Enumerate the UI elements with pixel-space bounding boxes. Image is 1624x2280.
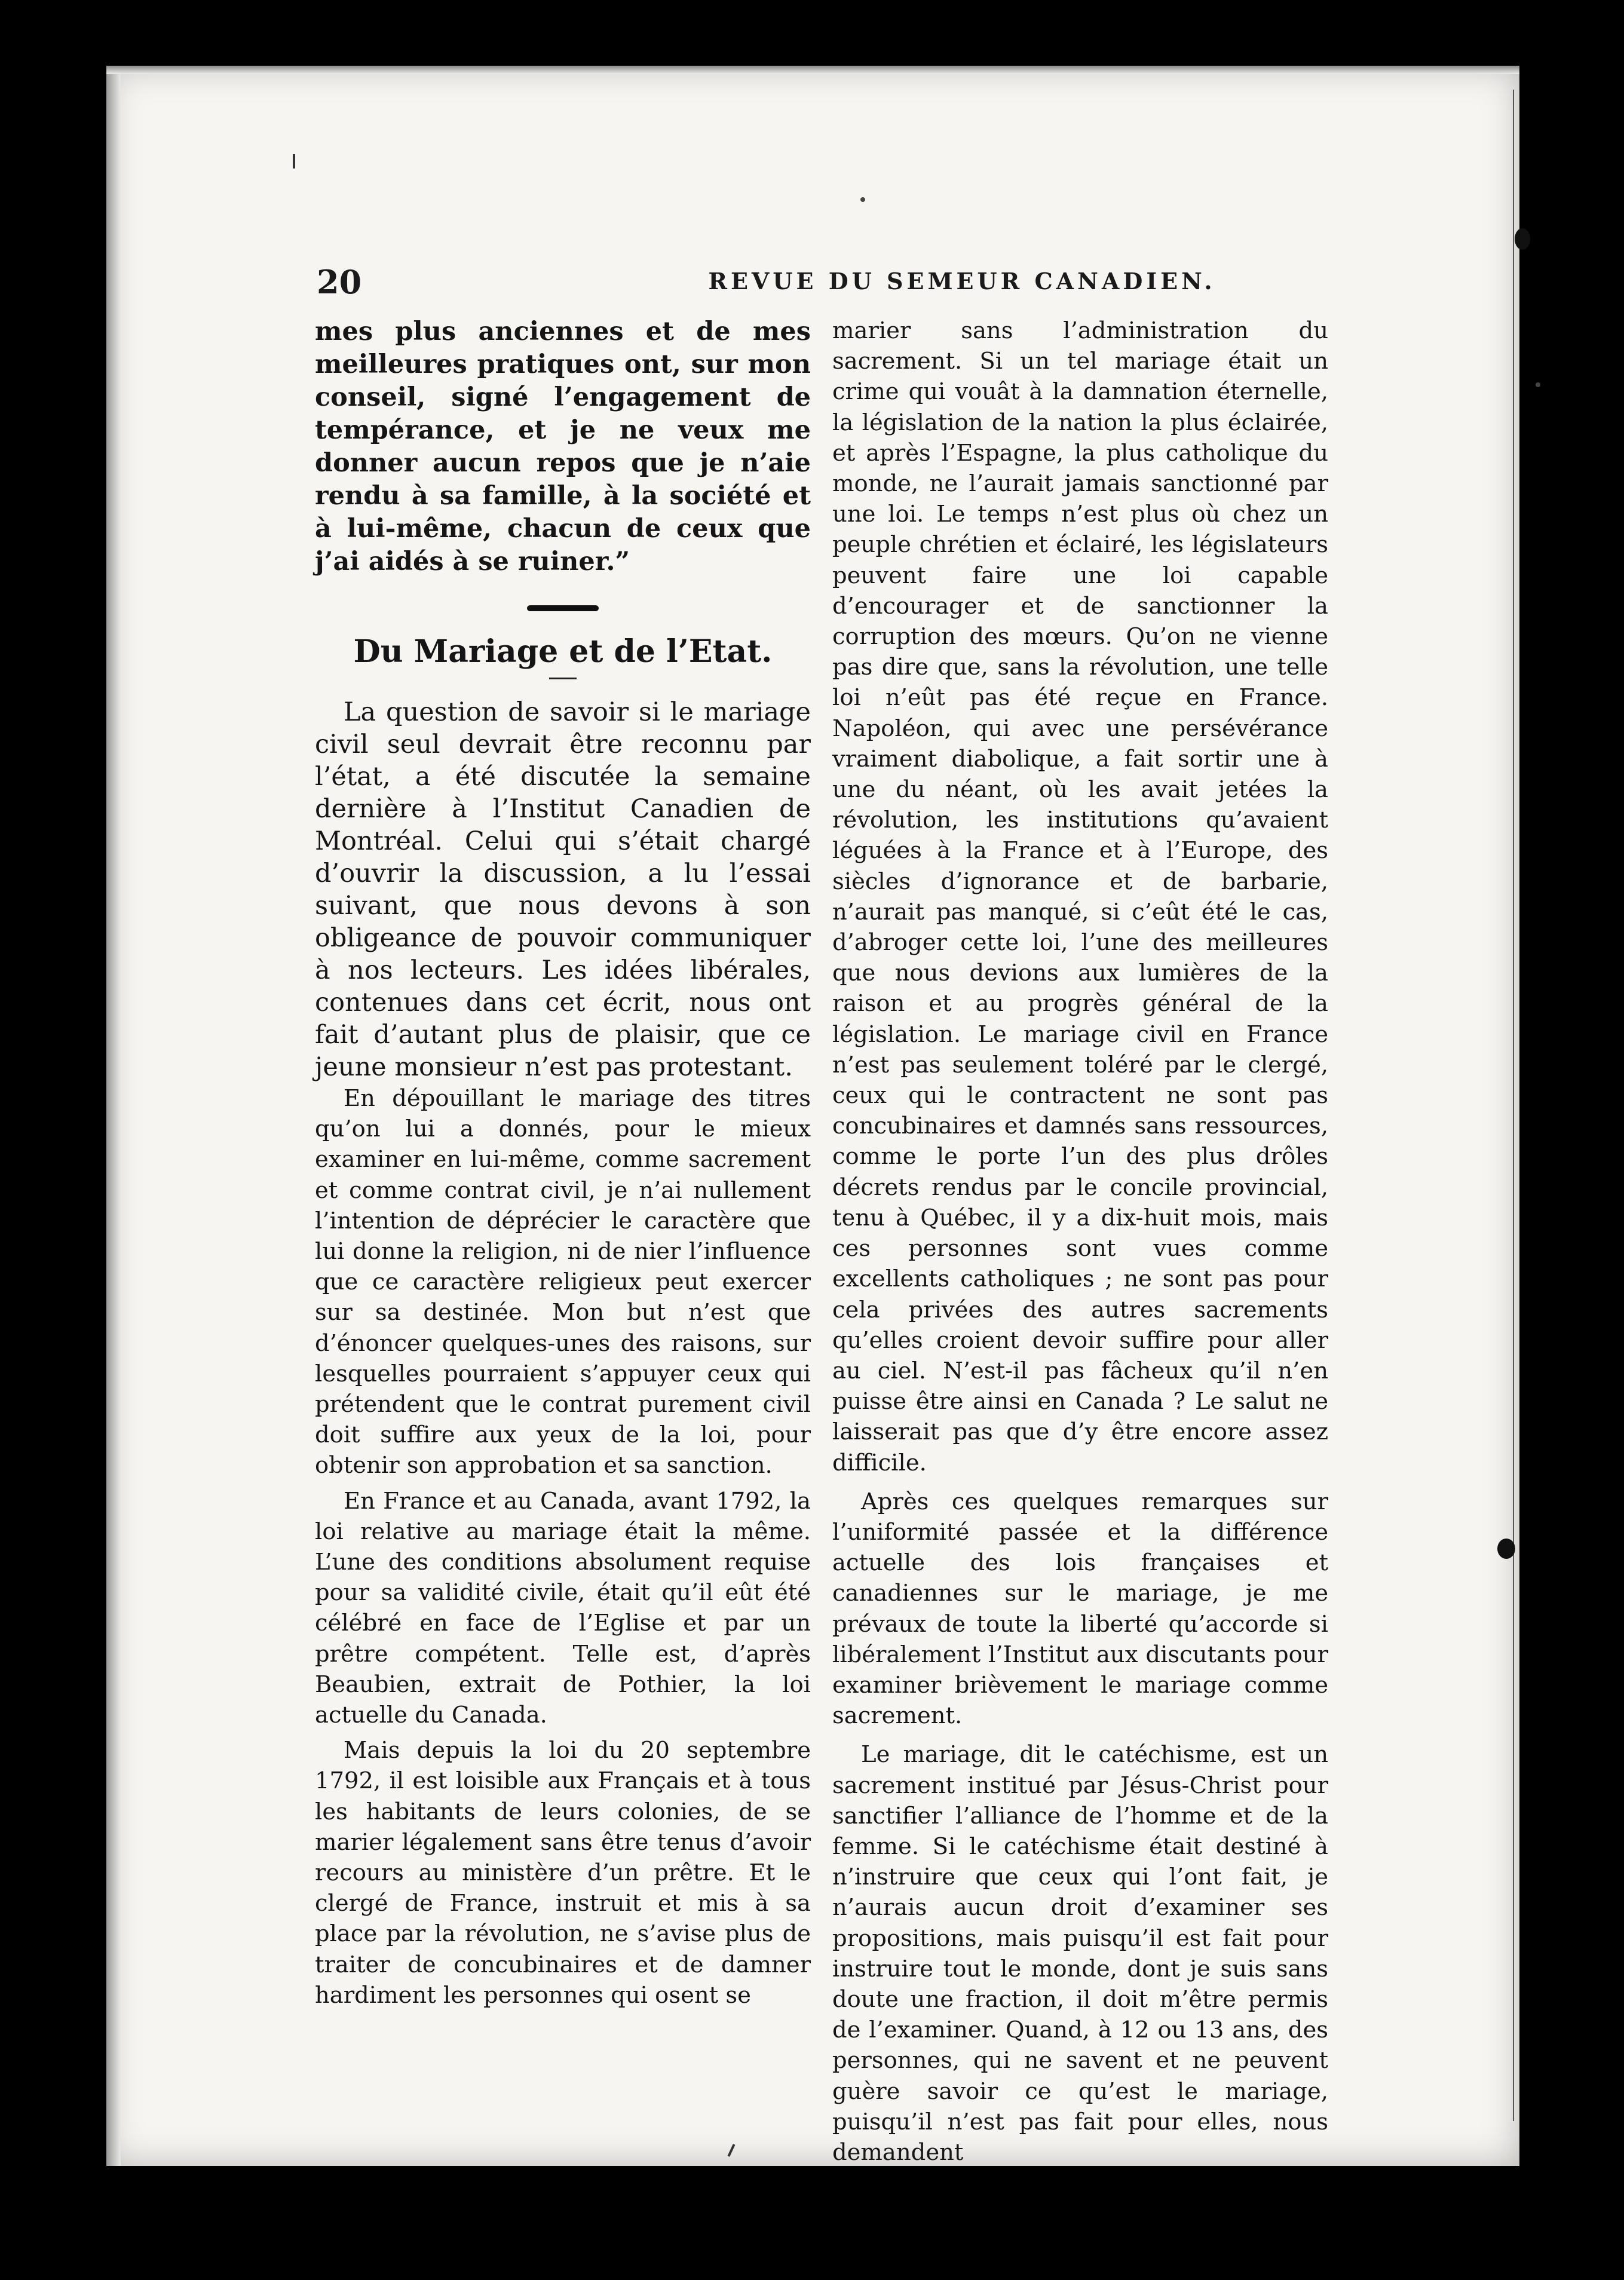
section-title: Du Mariage et de l’Etat. (353, 633, 773, 670)
ink-speck (293, 154, 295, 168)
body-paragraph: Après ces quelques remarques sur l’uniformité passée et la différence actuelle des lois françaises et canadiennes sur le mariage, je me prévaux de toute la liberté qu’accorde si libéralement l’Institut aux discutants pour examiner brièvement le mariage comme sacrement. (832, 1488, 1328, 1730)
page-number: 20 (317, 263, 362, 301)
ink-speck (1536, 382, 1540, 387)
body-paragraph: En France et au Canada, avant 1792, la loi relative au mariage était la même. L’une des conditions absolument requise pour sa validité civile, était qu’il eût été célébré en face de l’Eglise et par un prêtre compétent. Telle est, d’après Beaubien, extrait de Pothier, la loi actuelle du Canada. (315, 1487, 811, 1729)
page-header (317, 263, 1344, 305)
body-paragraph: En dépouillant le mariage des titres qu’on lui a donnés, pour le mieux examiner en lui-même, comme sacrement et comme contrat civil, je n’ai nullement l’intention de déprécier le caractère que lui donne la religion, ni de nier l’influence que ce caractère religieux peut exercer sur sa destinée. Mon but n’est que d’énoncer quelques-unes des raisons, sur lesquelles pourraient s’appuyer ceux qui prétendent que le contrat purement civil doit suffire aux yeux de la loi, pour obtenir son approbation et sa sanction. (315, 1085, 811, 1479)
lead-paragraph: La question de savoir si le mariage civil seul devrait être reconnu par l’état, a été discutée la semaine dernière à l’Institut Canadien de Montréal. Celui qui s’était chargé d’ouvrir la discussion, a lu l’essai suivant, que nous devons à son obligeance de pouvoir communiquer à nos lecteurs. Les idées libérales, contenues dans cet écrit, nous ont fait d’autant plus de plaisir, que ce jeune monsieur n’est pas protestant. (315, 697, 811, 1082)
right-column (832, 315, 1328, 2168)
page-left-edge (106, 66, 121, 2166)
ink-blot (1497, 1539, 1515, 1559)
column-divider (819, 326, 821, 1945)
body-paragraph: Le mariage, dit le catéchisme, est un sacrement institué par Jésus-Christ pour sanctifier l’alliance de l’homme et de la femme. Si le catéchisme était destiné à n’instruire que ceux qui l’ont fait, je n’aurais aucun droit d’examiner ses propositions, mais puisqu’il est fait pour instruire tout le monde, dont je suis sans doute une fraction, il doit m’être permis de l’examiner. Quand, à 12 ou 13 ans, des personnes, qui ne savent et ne peuvent guère savoir ce qu’est le mariage, puisqu’il n’est pas fait pour elles, nous demandent (832, 1741, 1328, 2166)
running-title: REVUE DU SEMEUR CANADIEN. (708, 268, 1216, 295)
ink-blot (1515, 228, 1530, 250)
left-column (315, 315, 811, 2011)
page-top-edge (106, 66, 1519, 74)
section-divider (413, 607, 712, 609)
body-paragraph: Mais depuis la loi du 20 septembre 1792, il est loisible aux Français et à tous les habitants de leurs colonies, de se marier légalement sans être tenus d’avoir recours au ministère d’un prêtre. Et le clergé de France, instruit et mis à sa place par la révolution, ne s’avise plus de traiter de concubinaires et de damner hardiment les personnes qui osent se (315, 1737, 811, 2009)
quote-paragraph: mes plus anciennes et de mes meilleures pratiques ont, sur mon conseil, signé l’engagement de tempérance, et je ne veux me donner aucun repos que je n’aie rendu à sa famille, à la société et à lui-même, chacun de ceux que j’ai aidés à se ruiner.” (315, 317, 811, 577)
ink-speck (860, 197, 865, 202)
body-paragraph: marier sans l’administration du sacrement. Si un tel mariage était un crime qui vouât à la damnation éternelle, la législation de la nation la plus éclairée, et après l’Espagne, la plus catholique du monde, ne l’aurait jamais sanctionné par une loi. Le temps n’est plus où chez un peuple chrétien et éclairé, les législateurs peuvent faire une loi capable d’encourager et de sanctionner la corruption des mœurs. Qu’on ne vienne pas dire que, sans la révolution, une telle loi n’eût pas été reçue en France. Napoléon, qui avec une persévérance vraiment diabolique, a fait sortir une à une du néant, où les avait jetées la révolution, les institutions qu’avaient léguées à la France et à l’Europe, des siècles d’ignorance et de barbarie, n’aurait pas manqué, si c’eût été le cas, d’abroger cette loi, l’une des meilleures que nous devions aux lumières de la raison et au progrès général de la législation. Le mariage civil en France n’est pas seulement toléré par le clergé, ceux qui le contractent ne sont pas concubinaires et damnés sans ressources, comme le porte l’un des plus drôles décrets rendus par le concile provincial, tenu à Québec, il y a dix-huit mois, mais ces personnes sont vues comme excellents catholiques ; ne sont pas pour cela privées des autres sacrements qu’elles croient devoir suffire pour aller au ciel. N’est-il pas fâcheux qu’il n’en puisse être ainsi en Canada ? Le salut ne laisserait pas que d’y être encore assez difficile. (832, 317, 1328, 1476)
page-fold-line (1513, 90, 1514, 2121)
title-underline (549, 678, 577, 679)
